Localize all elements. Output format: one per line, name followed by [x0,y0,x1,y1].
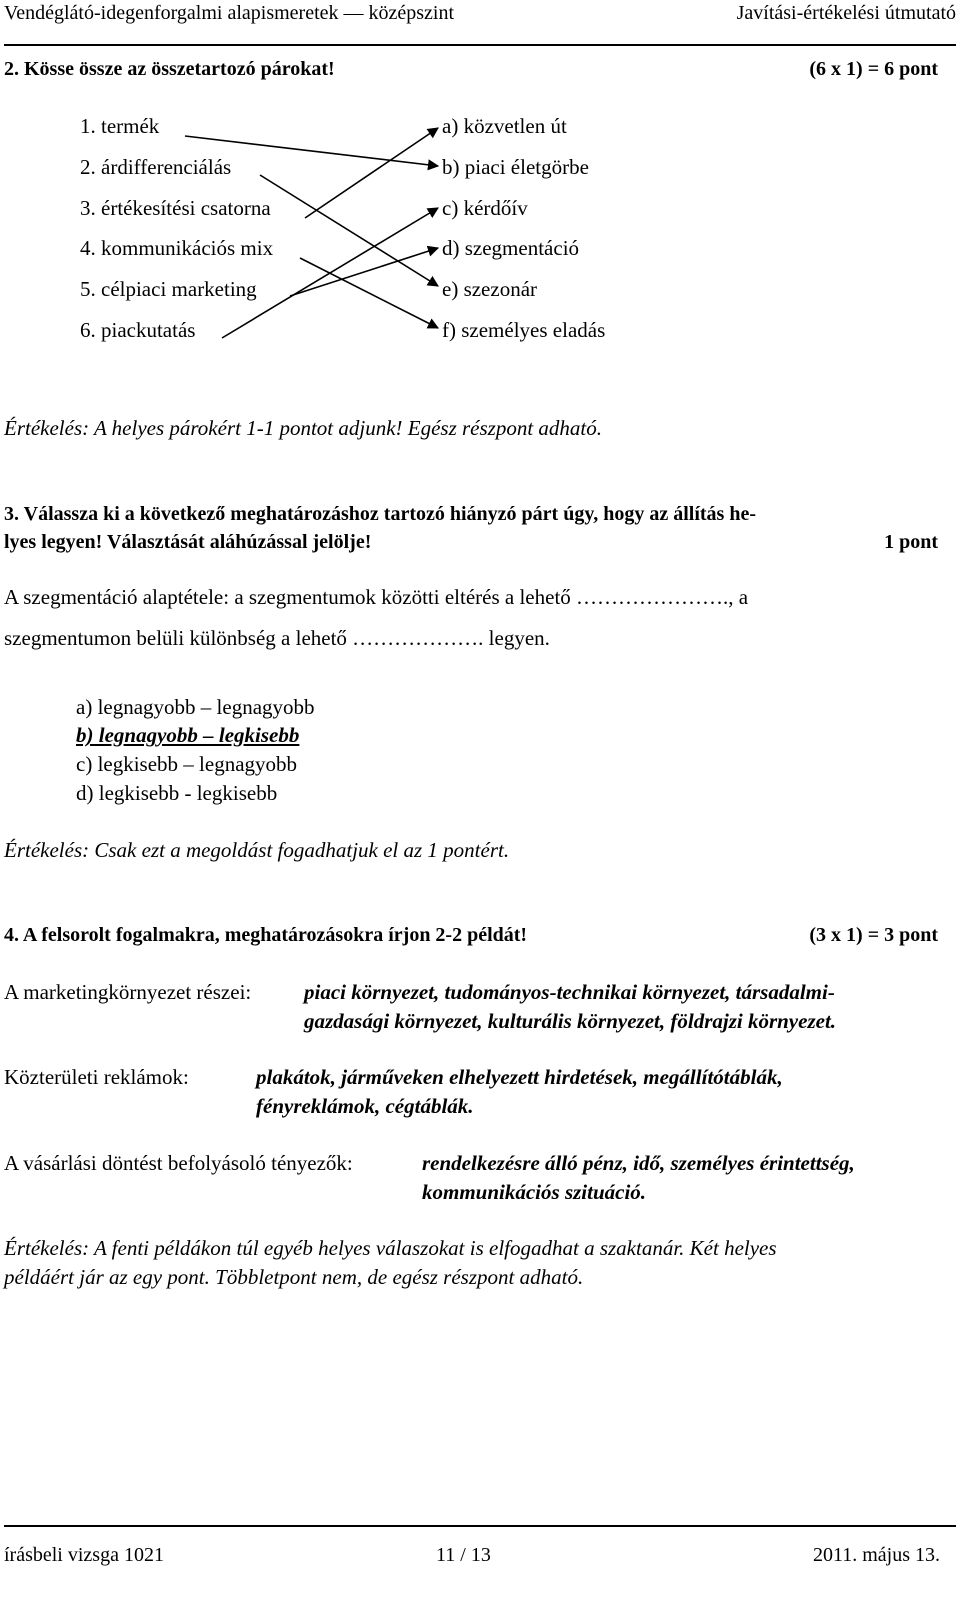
arrow-3-a [305,128,438,218]
q2-title: 2. Kösse össze az összetartozó párokat! [4,58,335,80]
option-d: d) legkisebb - legkisebb [76,781,278,805]
left-item: 3. értékesítési csatorna [80,196,271,220]
q3-title-line1: 3. Válassza ki a következő meghatározáshoz tartozó hiányzó párt úgy, hogy az állítás he- [4,503,757,525]
q4-item-label: A vásárlási döntést befolyásoló tényezők: [4,1151,353,1175]
q4-item-answer: rendelkezésre álló pénz, idő, személyes érintettség, [422,1151,855,1175]
right-item: b) piaci életgörbe [442,155,589,179]
matching-arrows [0,0,960,400]
q4-item-answer: gazdasági környezet, kulturális környezet, földrajzi környezet. [304,1009,837,1033]
q4-title: 4. A felsorolt fogalmakra, meghatározásokra írjon 2-2 példát! [4,924,528,946]
header-left: Vendéglátó-idegenforgalmi alapismeretek — középszint [4,2,455,24]
right-item: d) szegmentáció [442,236,580,260]
q4-item-answer: plakátok, járműveken elhelyezett hirdetések, megállítótáblák, [256,1065,783,1089]
arrow-4-f [300,258,438,328]
footer-rule [4,1525,956,1527]
q3-title-line2: lyes legyen! Választását aláhúzással jelölje! [4,531,372,553]
arrow-2-e [260,175,438,286]
q3-statement-line2: szegmentumon belüli különbség a lehető ………………. legyen. [4,626,550,650]
option-c: c) legkisebb – legnagyobb [76,752,298,776]
q2-evaluation: Értékelés: A helyes párokért 1-1 pontot adjunk! Egész részpont adható. [4,416,603,440]
left-item: 1. termék [80,114,160,138]
q4-evaluation-line2: példáért jár az egy pont. Többletpont nem, de egész részpont adható. [4,1265,584,1289]
q4-item-answer: piaci környezet, tudományos-technikai környezet, társadalmi- [304,980,835,1004]
left-item: 4. kommunikációs mix [80,236,274,260]
option-b-correct: b) legnagyobb – legkisebb [76,723,300,747]
q4-item-label: A marketingkörnyezet részei: [4,980,252,1004]
q3-evaluation: Értékelés: Csak ezt a megoldást fogadhatjuk el az 1 pontért. [4,838,510,862]
right-item: e) szezonár [442,277,538,301]
q4-points: (3 x 1) = 3 pont [809,924,938,946]
header-right: Javítási-értékelési útmutató [736,2,956,24]
arrow-6-c [222,208,438,338]
q4-evaluation-line1: Értékelés: A fenti példákon túl egyéb helyes válaszokat is elfogadhat a szaktanár. Két helyes [4,1236,777,1260]
right-item: f) személyes eladás [442,318,606,342]
left-item: 5. célpiaci marketing [80,277,257,301]
q3-points: 1 pont [884,531,938,553]
q4-item-answer: fényreklámok, cégtáblák. [256,1094,474,1118]
right-item: c) kérdőív [442,196,528,220]
left-item: 2. árdifferenciálás [80,155,232,179]
q3-statement-line1: A szegmentáció alaptétele: a szegmentumok közötti eltérés a lehető …………………., a [4,585,749,609]
footer-date: 2011. május 13. [812,1544,940,1566]
footer-left: írásbeli vizsga 1021 [4,1544,164,1566]
q2-points: (6 x 1) = 6 pont [809,58,938,80]
option-a: a) legnagyobb – legnagyobb [76,695,315,719]
q4-item-label: Közterületi reklámok: [4,1065,189,1089]
arrow-1-b [185,136,438,166]
footer-page-number: 11 / 13 [436,1544,491,1566]
right-item: a) közvetlen út [442,114,567,138]
left-item: 6. piackutatás [80,318,196,342]
q4-item-answer: kommunikációs szituáció. [422,1180,647,1204]
